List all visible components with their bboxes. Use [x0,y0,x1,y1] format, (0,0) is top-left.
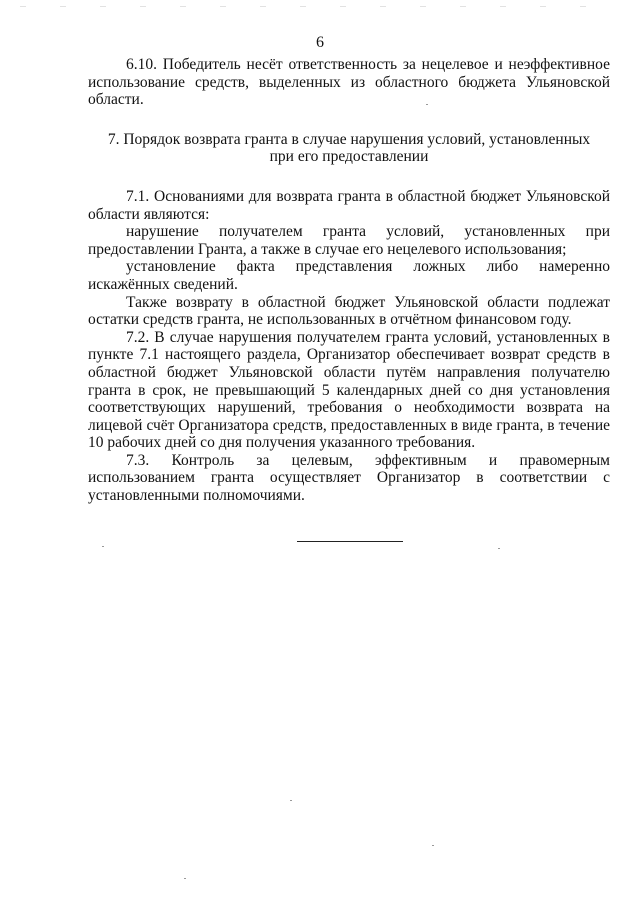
paragraph-7-1-item-2: установление факта представления ложных либо намеренно искажённых сведений. [88,258,610,293]
scan-speck [102,546,104,547]
end-separator-line [297,541,403,542]
section-7-heading-line-1: 7. Порядок возврата гранта в случае нарушения условий, установленных [107,130,591,148]
scan-noise [20,6,620,7]
scan-speck [290,800,292,801]
scan-speck [426,104,428,105]
paragraph-6-10: 6.10. Победитель несёт ответственность за нецелевое и неэффективное использование средств, выделенных из областного бюджета Ульяновской области. [88,56,610,109]
scan-speck [498,548,500,549]
scan-speck [184,878,186,879]
page-number: 6 [316,34,324,51]
paragraph-7-1-also: Также возврату в областной бюджет Ульяновской области подлежат остатки средств гранта, не использованных в отчётном финансовом году. [88,293,610,329]
paragraph-7-2: 7.2. В случае нарушения получателем гранта условий, установленных в пункте 7.1 настоящего раздела, Организатор обеспечивает возврат средств в областной бюджет Ульяновской области путём направления получателю гранта в срок, не превышающий 5 календарных дней со дня установления соответствующих нарушений, требования о необходимости возврата на лицевой счёт Организатора средств, предоставленных в виде гранта, в течение 10 рабочих дней со дня получения указанного требования. [88,328,610,452]
scan-speck [432,845,434,846]
document-body [88,56,610,505]
paragraph-7-1-intro: 7.1. Основаниями для возврата гранта в областной бюджет Ульяновской области являются: [88,187,610,223]
section-7-heading-line-2: при его предоставлении [269,148,429,166]
paragraph-7-3: 7.3. Контроль за целевым, эффективным и правомерным использованием гранта осуществляет Организатор в соответствии с установленными полномочиями. [88,451,610,505]
section-7-heading [88,131,610,166]
paragraph-7-1-item-1: нарушение получателем гранта условий, установленных при предоставлении Гранта, а также в случае его нецелевого использования; [88,223,610,258]
